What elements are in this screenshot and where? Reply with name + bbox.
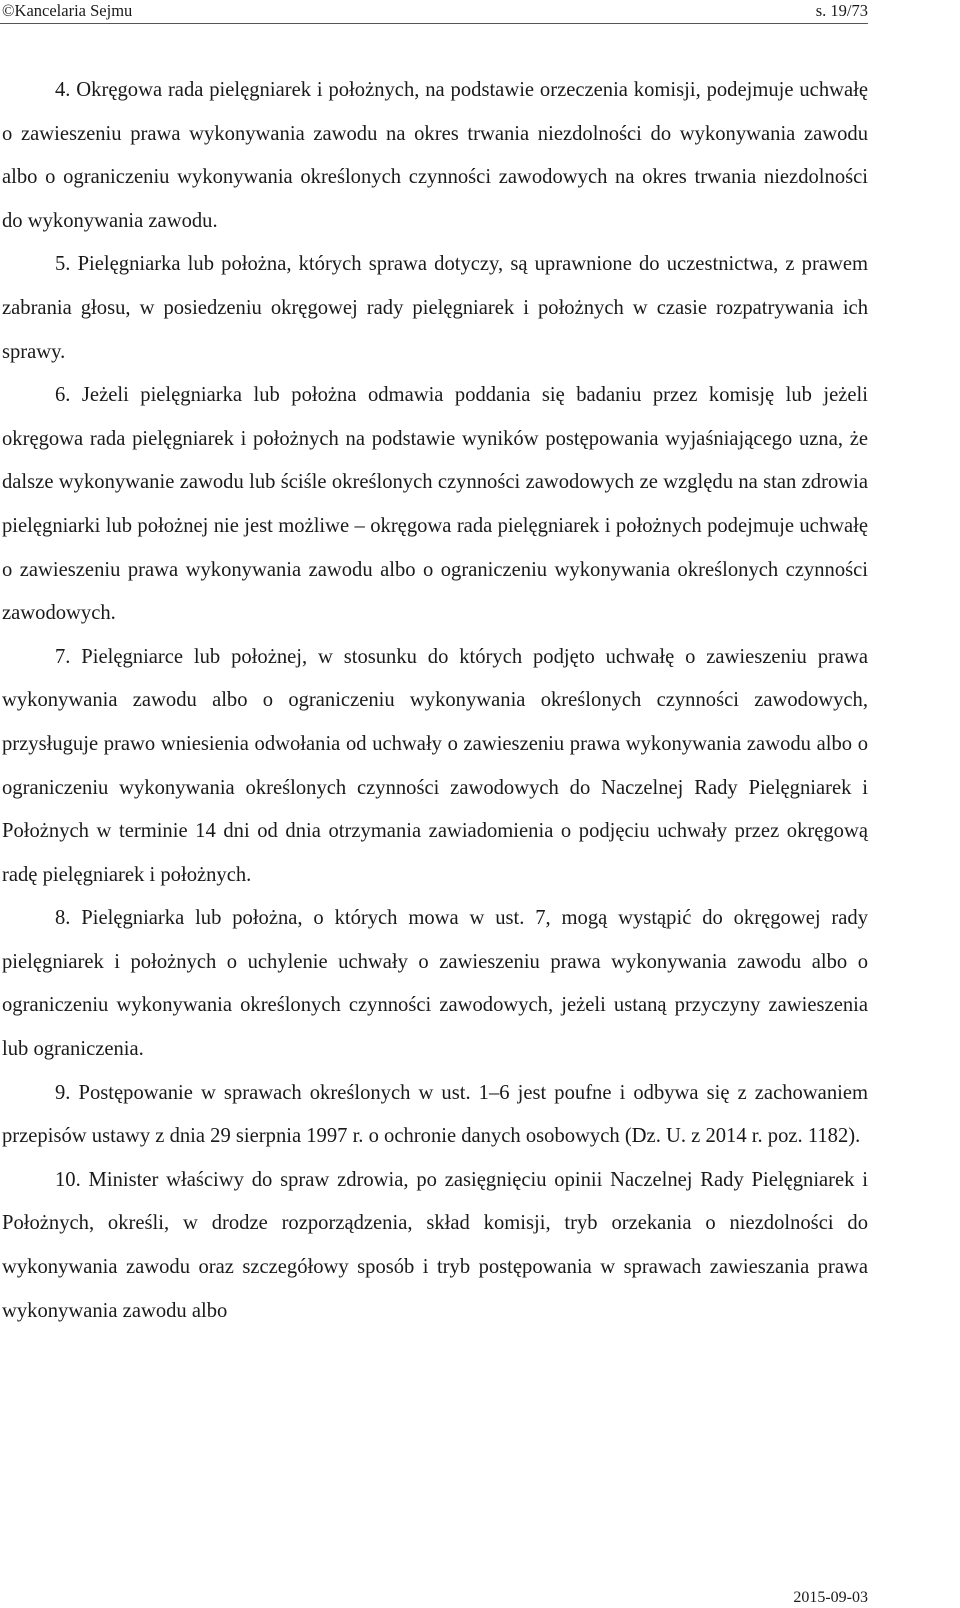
header-divider [0,23,868,24]
page-header [0,0,868,22]
paragraph-9: 9. Postępowanie w sprawach określonych w ust. 1–6 jest poufne i odbywa się z zachowaniem przepisów ustawy z dnia 29 sierpnia 1997 r. o ochronie danych osobowych (Dz. U. z 2014 r. poz. 1182). [2,1081,868,1148]
header-source: ©Kancelaria Sejmu [2,1,133,20]
paragraph-5: 5. Pielęgniarka lub położna, których sprawa dotyczy, są uprawnione do uczestnictwa, z prawem zabrania głosu, w posiedzeniu okręgowej rady pielęgniarek i położnych w czasie rozpatrywania ich sprawy. [2,253,868,363]
footer-date: 2015-09-03 [793,1589,868,1606]
paragraph-10: 10. Minister właściwy do spraw zdrowia, po zasięgnięciu opinii Naczelnej Rady Pielęgniarek i Położnych, określi, w drodze rozporządzenia, skład komisji, tryb orzekania o niezdolności do wykonywania zawodu oraz szczegółowy sposób i tryb postępowania w sprawach zawieszania prawa wykonywania zawodu albo [2,1168,868,1322]
header-page-number: s. 19/73 [815,1,868,20]
paragraph-7: 7. Pielęgniarce lub położnej, w stosunku do których podjęto uchwałę o zawieszeniu prawa wykonywania zawodu albo o ograniczeniu wykonywania określonych czynności zawodowych, przysługuje prawo wniesienia odwołania od uchwały o zawieszeniu prawa wykonywania zawodu albo o ograniczeniu wykonywania określonych czynności zawodowych do Naczelnej Rady Pielęgniarek i Położnych w terminie 14 dni od dnia otrzymania zawiadomienia o podjęciu uchwały przez okręgową radę pielęgniarek i położnych. [2,645,868,886]
paragraph-6: 6. Jeżeli pielęgniarka lub położna odmawia poddania się badaniu przez komisję lub jeżeli okręgowa rada pielęgniarek i położnych na podstawie wyników postępowania wyjaśniającego uzna, że dalsze wykonywanie zawodu lub ściśle określonych czynności zawodowych ze względu na stan zdrowia pielęgniarki lub położnej nie jest możliwe – okręgowa rada pielęgniarek i położnych podejmuje uchwałę o zawieszeniu prawa wykonywania zawodu albo o ograniczeniu wykonywania określonych czynności zawodowych. [2,384,868,625]
document-body [2,69,868,1333]
paragraph-8: 8. Pielęgniarka lub położna, o których mowa w ust. 7, mogą wystąpić do okręgowej rady pielęgniarek i położnych o uchylenie uchwały o zawieszeniu prawa wykonywania zawodu albo o ograniczeniu wykonywania określonych czynności zawodowych, jeżeli ustaną przyczyny zawieszenia lub ograniczenia. [2,907,868,1061]
paragraph-4: 4. Okręgowa rada pielęgniarek i położnych, na podstawie orzeczenia komisji, podejmuje uchwałę o zawieszeniu prawa wykonywania zawodu na okres trwania niezdolności do wykonywania zawodu albo o ograniczeniu wykonywania określonych czynności zawodowych na okres trwania niezdolności do wykonywania zawodu. [2,79,868,232]
